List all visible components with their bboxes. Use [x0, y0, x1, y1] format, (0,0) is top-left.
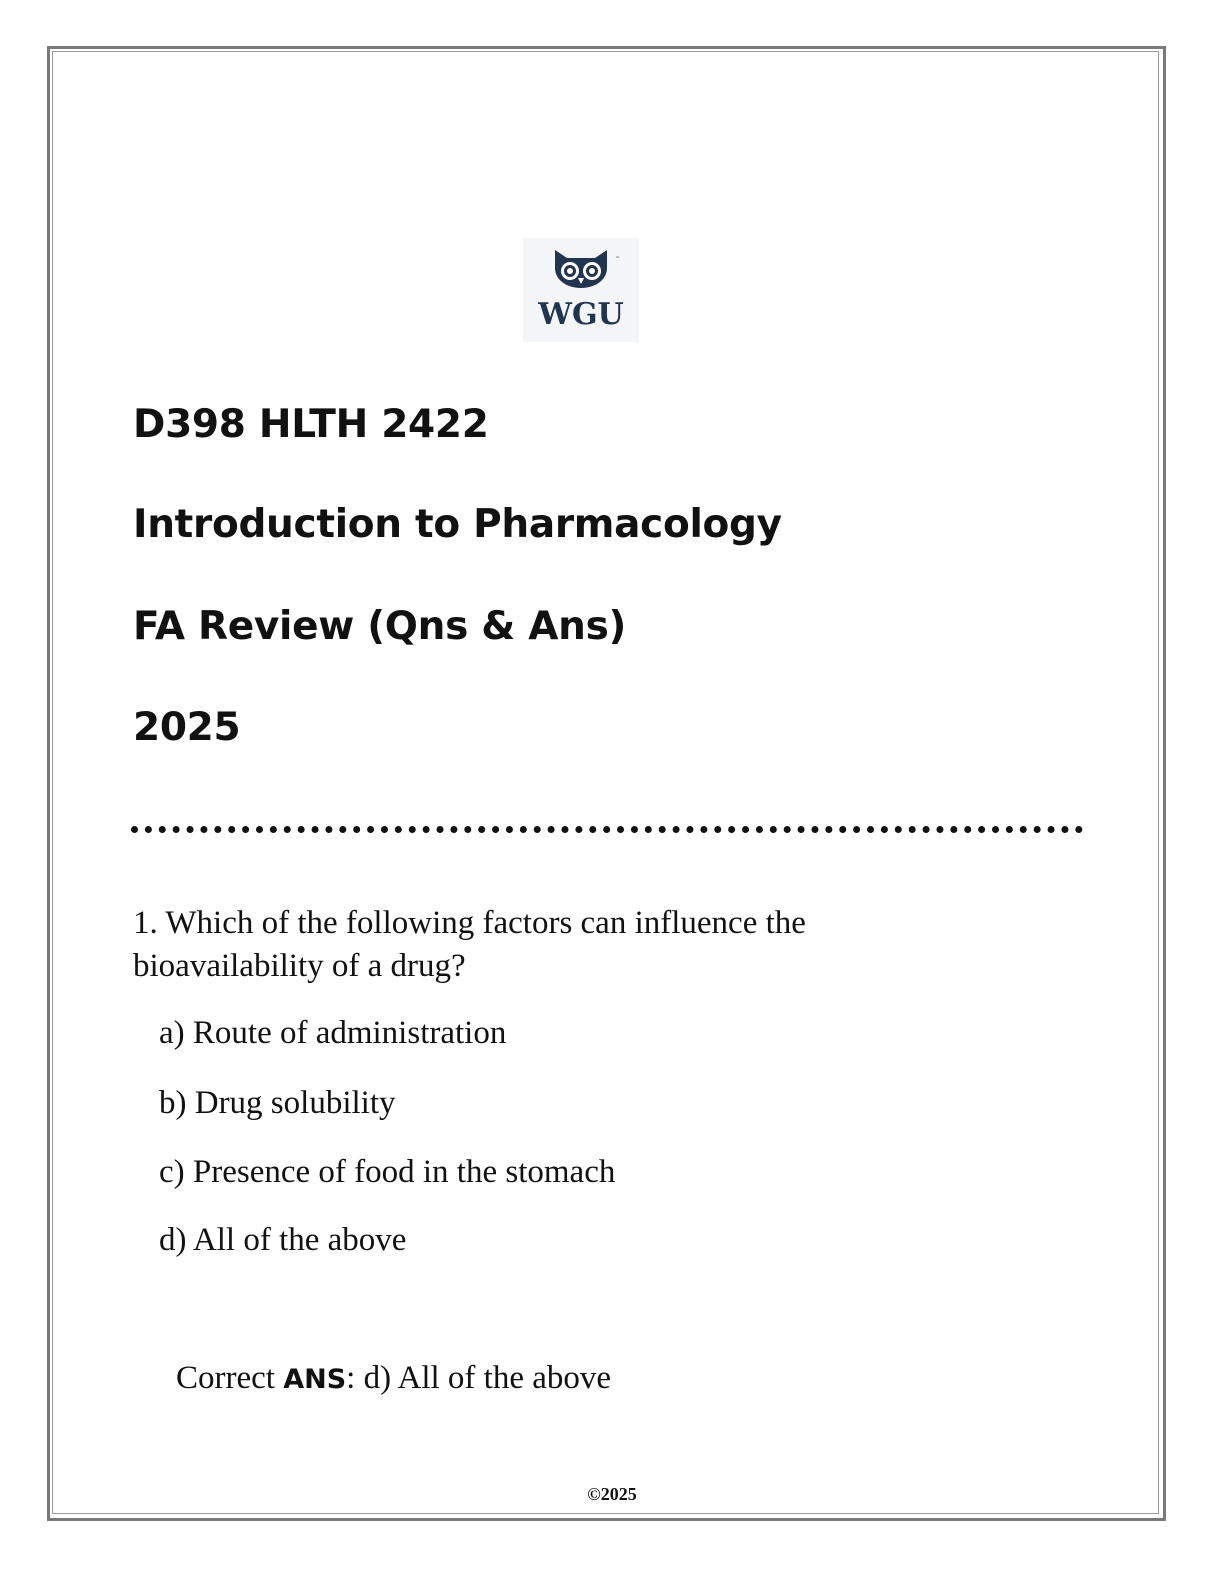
question-text-continued: bioavailability of a drug? — [133, 948, 466, 984]
document-subtitle: FA Review (Qns & Ans) — [133, 604, 627, 649]
answer-prefix: Correct — [176, 1360, 284, 1396]
correct-answer — [176, 1360, 611, 1397]
answer-label: ANS — [283, 1364, 347, 1395]
svg-text:™: ™ — [615, 256, 620, 262]
option-b: b) Drug solubility — [159, 1085, 396, 1121]
question-text: 1. Which of the following factors can influence the — [133, 905, 806, 941]
copyright-footer: ©2025 — [587, 1484, 637, 1504]
option-d: d) All of the above — [159, 1222, 407, 1258]
svg-text:WGU: WGU — [538, 297, 624, 332]
dotted-divider — [131, 826, 1083, 833]
answer-text: : d) All of the above — [346, 1360, 612, 1396]
option-a: a) Route of administration — [159, 1015, 507, 1051]
course-title: Introduction to Pharmacology — [133, 502, 782, 547]
option-c: c) Presence of food in the stomach — [159, 1154, 616, 1190]
document-year: 2025 — [133, 705, 241, 750]
course-code: D398 HLTH 2422 — [133, 402, 489, 447]
wgu-logo — [523, 238, 639, 342]
owl-icon — [523, 238, 639, 342]
